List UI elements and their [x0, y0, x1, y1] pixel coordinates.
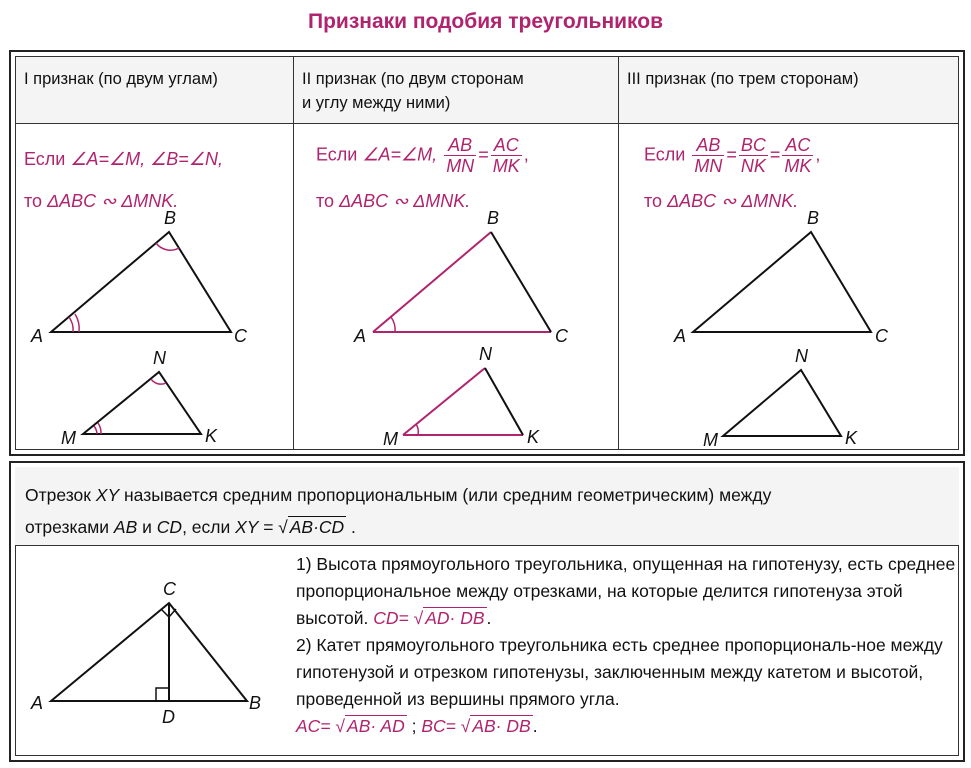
label-a: A [674, 326, 687, 346]
right-triangle-drawing [11, 551, 291, 761]
similarity-statement: ΔABC ∾ ΔMNK. [47, 191, 179, 211]
def-text-part: Отрезок [25, 485, 96, 505]
angle-equality: ∠A=∠M, [362, 144, 438, 165]
comma: , [523, 144, 529, 165]
label-c: C [163, 579, 176, 599]
criterion-3-title: III признак (по трем сторонам) [627, 70, 859, 88]
label-m: M [383, 429, 398, 449]
frac-num: AC [491, 135, 522, 156]
label-a: A [31, 326, 44, 346]
criterion-1-title: I признак (по двум углам) [24, 70, 218, 88]
angle-a-arc [391, 317, 395, 332]
equals-sign: = [478, 144, 489, 165]
triangle-abc-3 [673, 208, 889, 346]
label-a: A [354, 326, 367, 346]
label-d: D [162, 707, 175, 727]
criteria-table [9, 50, 965, 456]
fact-2-formula-2-lhs: BC= [421, 716, 461, 736]
frac-num: AC [782, 135, 813, 156]
angle-m-arc [94, 426, 97, 434]
cond-prefix: Если [24, 149, 71, 169]
sqrt-sign: √ [278, 517, 288, 537]
criterion-2-title-line2: и углу между ними) [302, 94, 451, 112]
def-text-part: , если [182, 517, 236, 537]
fact-2-formula-2-radicand: AB· DB [472, 716, 531, 736]
label-m: M [703, 430, 718, 450]
label-b: B [807, 208, 820, 228]
comma: , [815, 144, 821, 165]
def-formula-radicand: AB·CD [289, 517, 345, 537]
def-text-part: . [346, 517, 356, 537]
frac-num: BC [740, 135, 766, 155]
page-title: Признаки подобия треугольников [307, 10, 664, 33]
def-text-part: и [137, 517, 157, 537]
label-b: B [249, 693, 262, 713]
label-k: K [205, 426, 218, 446]
frac-den: MN [694, 156, 723, 176]
label-c: C [875, 326, 888, 346]
label-c: C [555, 326, 568, 346]
label-k: K [527, 427, 540, 447]
angle-a-arc-2 [75, 314, 79, 332]
fact-2-text: 2) Катет прямоугольного треугольника есть среднее пропорциональ-ное между гипотенузой и отрезком гипотенузы, заключенным между катетом и высотой, проведенной из вершины прямого угла. [296, 635, 943, 709]
frac-den: MK [784, 156, 812, 176]
side-mn [403, 368, 485, 435]
fact-1 [296, 551, 966, 632]
triangle-mnk-3 [703, 346, 858, 450]
side-nk [485, 368, 523, 435]
concl-prefix: то [24, 191, 48, 211]
frac-den: MN [446, 156, 475, 176]
def-formula-lhs: XY = [235, 517, 279, 537]
def-text-part: отрезками [25, 517, 114, 537]
fact-2-formula-1-radicand: AB· AD [347, 716, 405, 736]
fact-2-formula-1-lhs: AC= [296, 716, 336, 736]
side-bc [491, 232, 551, 332]
definition-text [25, 479, 949, 543]
angle-a-arc [69, 317, 73, 332]
similarity-statement: ΔABC ∾ ΔMNK. [339, 191, 471, 211]
fact-1-formula-lhs: CD= [373, 608, 414, 628]
triangle-abc-right [51, 603, 247, 701]
def-var-ab: AB [113, 517, 138, 537]
label-n: N [153, 348, 166, 368]
fact-1-formula-radicand: AD· DB [425, 608, 485, 628]
equals-sign: = [769, 144, 781, 165]
label-c: C [234, 326, 247, 346]
frac-num: AB [692, 135, 724, 156]
def-var-cd: CD [156, 517, 183, 537]
label-m: M [61, 428, 76, 448]
triangle-abc-2 [353, 208, 569, 346]
def-text-part: называется средним пропорциональным (или средним геометрическим) между [119, 485, 772, 505]
triangles-drawing [11, 52, 963, 454]
definition-row [15, 467, 959, 546]
label-k: K [845, 428, 858, 448]
sqrt-sign: √ [413, 608, 424, 628]
sqrt-sign: √ [460, 716, 471, 736]
equals-sign: = [726, 144, 737, 165]
label-a: A [31, 693, 44, 713]
right-angle-marker-d [156, 688, 169, 701]
sqrt-sign: √ [335, 716, 346, 736]
angle-m-arc [416, 424, 418, 435]
concl-prefix: то [644, 191, 668, 211]
label-n: N [479, 344, 492, 364]
label-b: B [164, 208, 177, 228]
fact-1-end: . [486, 608, 492, 628]
cond-prefix: Если [644, 144, 691, 165]
frac-num: AB [444, 135, 476, 156]
frac-den: MK [492, 156, 520, 176]
cond-prefix: Если [316, 144, 363, 165]
triangle-abc-shape [693, 232, 871, 332]
label-n: N [795, 346, 808, 366]
frac-den: NK [740, 156, 766, 176]
side-ab [373, 232, 491, 332]
fact-2 [296, 632, 966, 713]
similarity-statement: ΔABC ∾ ΔMNK. [667, 191, 799, 211]
facts-text [296, 551, 966, 740]
fact-1-text: 1) Высота прямоугольного треугольника, опущенная на гипотенузу, есть среднее пропорциональное между отрезками, на которые делится гипотенуза этой высотой. [296, 554, 956, 628]
angle-equality: ∠A=∠M, ∠B=∠N, [70, 149, 223, 169]
mean-proportional-section [9, 461, 965, 762]
fact-2-separator: ; [406, 716, 422, 736]
triangle-abc-1 [30, 208, 248, 346]
fact-2-formulas [296, 713, 966, 740]
angle-m-arc-2 [98, 423, 101, 434]
triangle-mnk-shape [723, 370, 841, 436]
criterion-2-title-line1: II признак (по двум сторонам [302, 70, 524, 88]
triangle-mnk-shape [83, 372, 201, 434]
fact-2-end: . [532, 716, 538, 736]
label-b: B [487, 208, 500, 228]
concl-prefix: то [316, 191, 340, 211]
triangle-abc-shape [51, 232, 231, 332]
def-var-xy: XY [95, 485, 120, 505]
triangle-mnk-1 [61, 348, 218, 448]
triangle-mnk-2 [383, 344, 540, 449]
